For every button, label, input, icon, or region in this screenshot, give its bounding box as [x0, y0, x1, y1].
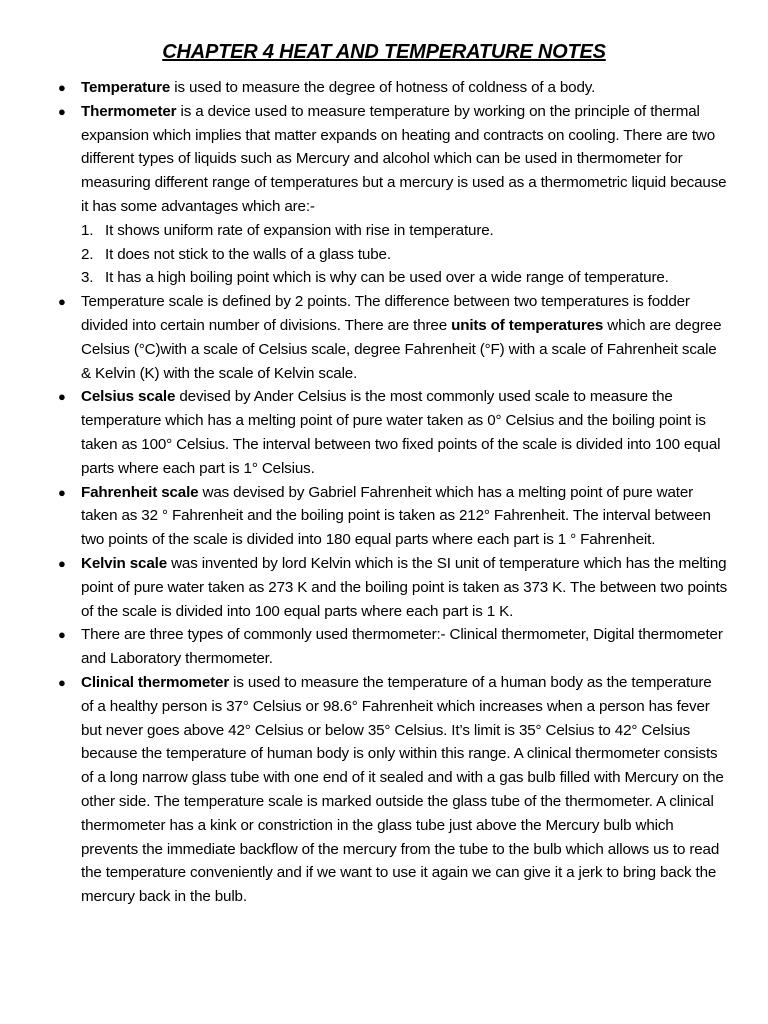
item-text: There are three types of commonly used thermometer:- Clinical thermometer, Digital thermometer and Laboratory thermometer.	[81, 626, 723, 668]
notes-list	[58, 76, 728, 909]
item-text: is used to measure the temperature of a human body as the temperature of a healthy person is 37° Celsius or 98.6° Fahrenheit which increases when a person has fever but never goes above 42° Celsius or below 35° Celsius. It’s limit is 35° Celsius to 42° Celsius because the temperature of human body is only within this range. A clinical thermometer consists of a long narrow glass tube with one end of it sealed and with a gas bulb filled with Mercury on the other side. The temperature scale is marked outside the glass tube of the thermometer. A clinical thermometer has a kink or constriction in the glass tube just above the Mercury bulb which prevents the immediate backflow of the mercury from the tube to the bulb which allows us to read the temperature conveniently and if we want to use it again we can give it a jerk to bring back the mercury back in the bulb.	[81, 673, 724, 906]
term-units-of-temperatures: units of temperatures	[451, 316, 604, 334]
bullet-icon: ●	[58, 627, 66, 643]
list-item-temperature-scale	[58, 290, 728, 385]
term-temperature: Temperature	[81, 79, 171, 96]
advantage-item	[81, 219, 728, 243]
bullet-icon: ●	[58, 555, 66, 571]
term-clinical-thermometer: Clinical thermometer	[81, 673, 230, 691]
advantage-item	[81, 243, 728, 267]
term-fahrenheit-scale: Fahrenheit scale	[81, 483, 199, 501]
bullet-icon: ●	[58, 103, 66, 119]
advantage-text: It has a high boiling point which is why can be used over a wide range of temperature.	[105, 269, 669, 287]
page-title: CHAPTER 4 HEAT AND TEMPERATURE NOTES	[162, 41, 606, 63]
item-text: was invented by lord Kelvin which is the SI unit of temperature which has the melting point of pure water taken as 273 K and the boiling point is taken as 373 K. The between two points of the scale is divided into 100 equal parts where each part is 1 K.	[81, 554, 728, 620]
advantage-text: It does not stick to the walls of a glass tube.	[105, 245, 391, 263]
term-celsius-scale: Celsius scale	[81, 388, 176, 406]
advantage-number: 3.	[81, 269, 94, 287]
advantage-text: It shows uniform rate of expansion with rise in temperature.	[105, 221, 494, 239]
advantage-item	[81, 266, 728, 290]
list-item-celsius-scale	[58, 385, 728, 480]
advantages-list	[81, 219, 728, 290]
advantage-number: 2.	[81, 245, 94, 263]
term-thermometer: Thermometer	[81, 102, 177, 120]
item-text: which are degree Celsius (°C)with a scale of Celsius scale, degree Fahrenheit (°F) with a scale of Fahrenheit scale & Kelvin (K) with the scale of Kelvin scale.	[81, 316, 722, 382]
item-text: is used to measure the degree of hotness of coldness of a body.	[170, 79, 596, 96]
list-item-clinical-thermometer	[58, 671, 728, 909]
advantage-number: 1.	[81, 221, 94, 239]
bullet-icon: ●	[58, 80, 66, 95]
list-item-thermometer	[58, 100, 728, 290]
list-item-thermometer-types	[58, 623, 728, 671]
list-item-temperature	[58, 76, 728, 100]
list-item-kelvin-scale	[58, 552, 728, 623]
item-text: was devised by Gabriel Fahrenheit which has a melting point of pure water taken as 32 ° Fahrenheit and the boiling point is taken as 212° Fahrenheit. The interval between two points of the scale is divided into 180 equal parts where each part is 1 ° Fahrenheit.	[81, 483, 711, 549]
item-text: Temperature scale is defined by 2 points. The difference between two temperatures is fodder divided into certain number of divisions. There are three	[81, 293, 690, 334]
bullet-icon: ●	[58, 484, 66, 500]
term-kelvin-scale: Kelvin scale	[81, 554, 168, 572]
bullet-icon: ●	[58, 294, 66, 310]
item-text: is a device used to measure temperature by working on the principle of thermal expansion which implies that matter expands on heating and contracts on cooling. There are two different types of liquids such as Mercury and alcohol which can be used in thermometer for measuring different range of temperatures but a mercury is used as a thermometric liquid because it has some advantages which are:-	[81, 102, 727, 215]
bullet-icon: ●	[58, 389, 66, 405]
bullet-icon: ●	[58, 674, 66, 690]
item-text: devised by Ander Celsius is the most commonly used scale to measure the temperature which has a melting point of pure water taken as 0° Celsius and the boiling point is taken as 100° Celsius. The interval between two fixed points of the scale is divided into 100 equal parts where each part is 1° Celsius.	[81, 388, 721, 477]
list-item-fahrenheit-scale	[58, 481, 728, 552]
